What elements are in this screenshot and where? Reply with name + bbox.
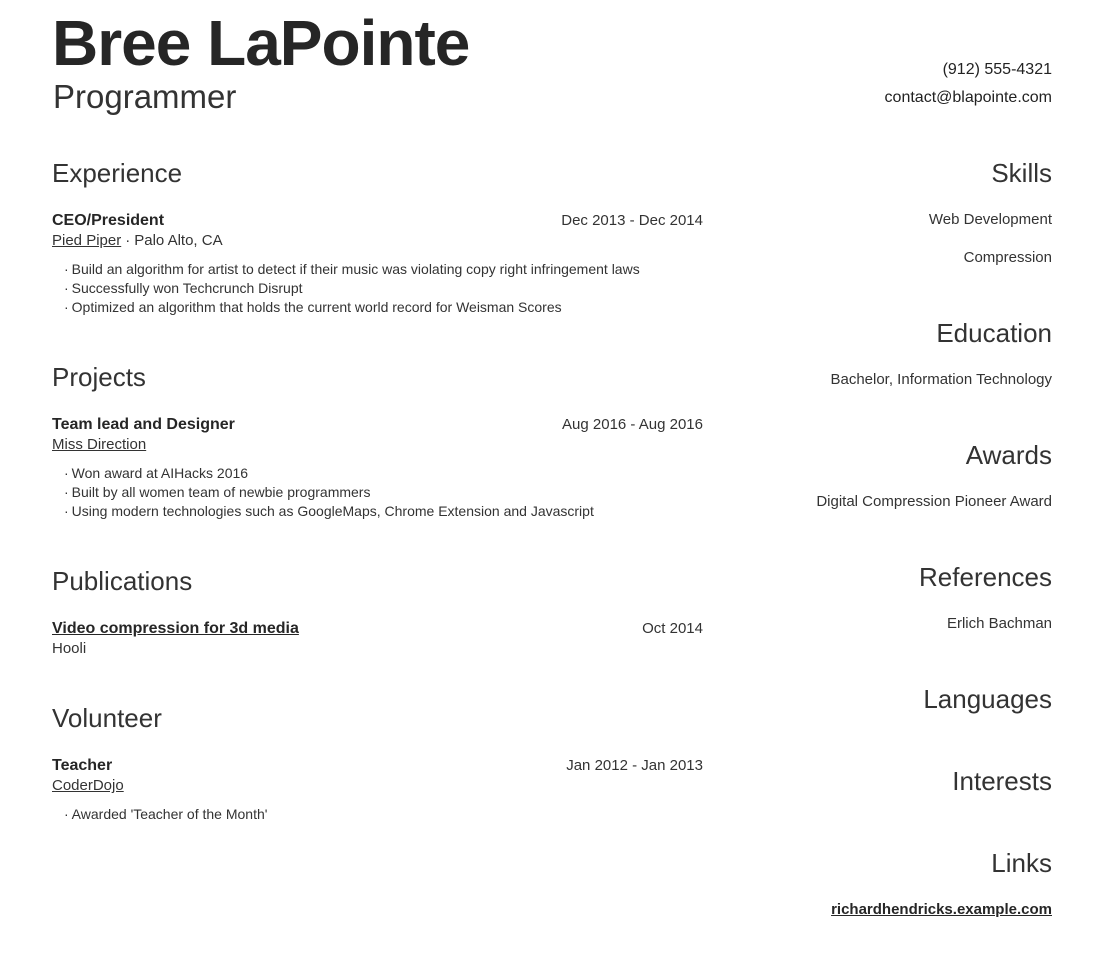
bullet-item: · Successfully won Techcrunch Disrupt bbox=[64, 279, 703, 298]
project-date-range: Aug 2016 - Aug 2016 bbox=[562, 416, 703, 434]
sidebar-heading: Awards bbox=[965, 440, 1052, 471]
highlights-list bbox=[52, 260, 703, 317]
highlights-list bbox=[52, 464, 703, 521]
job-title: CEO/President bbox=[52, 212, 165, 230]
sidebar-section-references bbox=[763, 563, 1052, 633]
section-volunteer bbox=[52, 704, 703, 824]
bullet-item: · Built by all women team of newbie programmers bbox=[64, 483, 703, 502]
sidebar-heading: Languages bbox=[923, 684, 1052, 715]
company-link[interactable]: Pied Piper bbox=[52, 232, 122, 250]
separator: · bbox=[125, 232, 131, 250]
email-address: contact@blapointe.com bbox=[884, 89, 1052, 106]
header bbox=[52, 7, 1052, 116]
website-link[interactable]: richardhendricks.example.com bbox=[831, 901, 1052, 919]
publication-entry bbox=[52, 619, 703, 658]
section-experience bbox=[52, 159, 703, 317]
job-date-range: Dec 2013 - Dec 2014 bbox=[561, 212, 703, 230]
bullet-item: · Won award at AIHacks 2016 bbox=[64, 464, 703, 483]
sidebar-heading: Interests bbox=[952, 766, 1052, 797]
section-publications bbox=[52, 567, 703, 658]
bullet-item: · Optimized an algorithm that holds the current world record for Weisman Scores bbox=[64, 298, 703, 317]
publication-title-link[interactable]: Video compression for 3d media bbox=[52, 620, 299, 638]
reference-item: Erlich Bachman bbox=[946, 615, 1052, 633]
bullet-item: · Awarded 'Teacher of the Month' bbox=[64, 805, 703, 824]
publisher-name: Hooli bbox=[52, 640, 87, 658]
bullet-item: · Build an algorithm for artist to detect if their music was violating copy right infringement laws bbox=[64, 260, 703, 279]
sidebar-heading: References bbox=[919, 562, 1052, 593]
content-columns bbox=[52, 159, 1052, 963]
award-item: Digital Compression Pioneer Award bbox=[816, 493, 1052, 511]
volunteer-date-range: Jan 2012 - Jan 2013 bbox=[566, 757, 703, 775]
publication-date: Oct 2014 bbox=[642, 620, 703, 638]
sidebar-heading: Skills bbox=[991, 158, 1052, 189]
contact-block bbox=[885, 56, 1052, 112]
project-link[interactable]: Miss Direction bbox=[52, 436, 147, 454]
sidebar-section-interests bbox=[763, 767, 1052, 795]
section-heading: Experience bbox=[52, 158, 183, 189]
sidebar-column bbox=[763, 159, 1052, 963]
sidebar-section-awards bbox=[763, 441, 1052, 511]
sidebar-section-languages bbox=[763, 685, 1052, 713]
person-name: Bree LaPointe bbox=[52, 7, 470, 79]
person-title: Programmer bbox=[53, 78, 237, 116]
highlights-list bbox=[52, 805, 703, 824]
sidebar-section-links bbox=[763, 849, 1052, 919]
skill-item: Compression bbox=[963, 249, 1052, 267]
volunteer-entry bbox=[52, 756, 703, 824]
section-heading: Volunteer bbox=[52, 703, 162, 734]
sidebar-heading: Links bbox=[991, 848, 1052, 879]
bullet-item: · Using modern technologies such as GoogleMaps, Chrome Extension and Javascript bbox=[64, 502, 703, 521]
job-location: Palo Alto, CA bbox=[134, 232, 223, 250]
education-item: Bachelor, Information Technology bbox=[830, 371, 1052, 389]
section-projects bbox=[52, 363, 703, 521]
project-entry bbox=[52, 415, 703, 521]
sidebar-heading: Education bbox=[936, 318, 1052, 349]
experience-entry bbox=[52, 211, 703, 317]
main-column bbox=[52, 159, 703, 870]
phone-number: (912) 555-4321 bbox=[942, 61, 1052, 78]
organization-link[interactable]: CoderDojo bbox=[52, 777, 124, 795]
section-heading: Publications bbox=[52, 566, 193, 597]
sidebar-section-skills bbox=[763, 159, 1052, 267]
section-heading: Projects bbox=[52, 362, 146, 393]
skill-item: Web Development bbox=[928, 211, 1052, 229]
project-role: Team lead and Designer bbox=[52, 416, 235, 434]
volunteer-role: Teacher bbox=[52, 757, 113, 775]
sidebar-section-education bbox=[763, 319, 1052, 389]
